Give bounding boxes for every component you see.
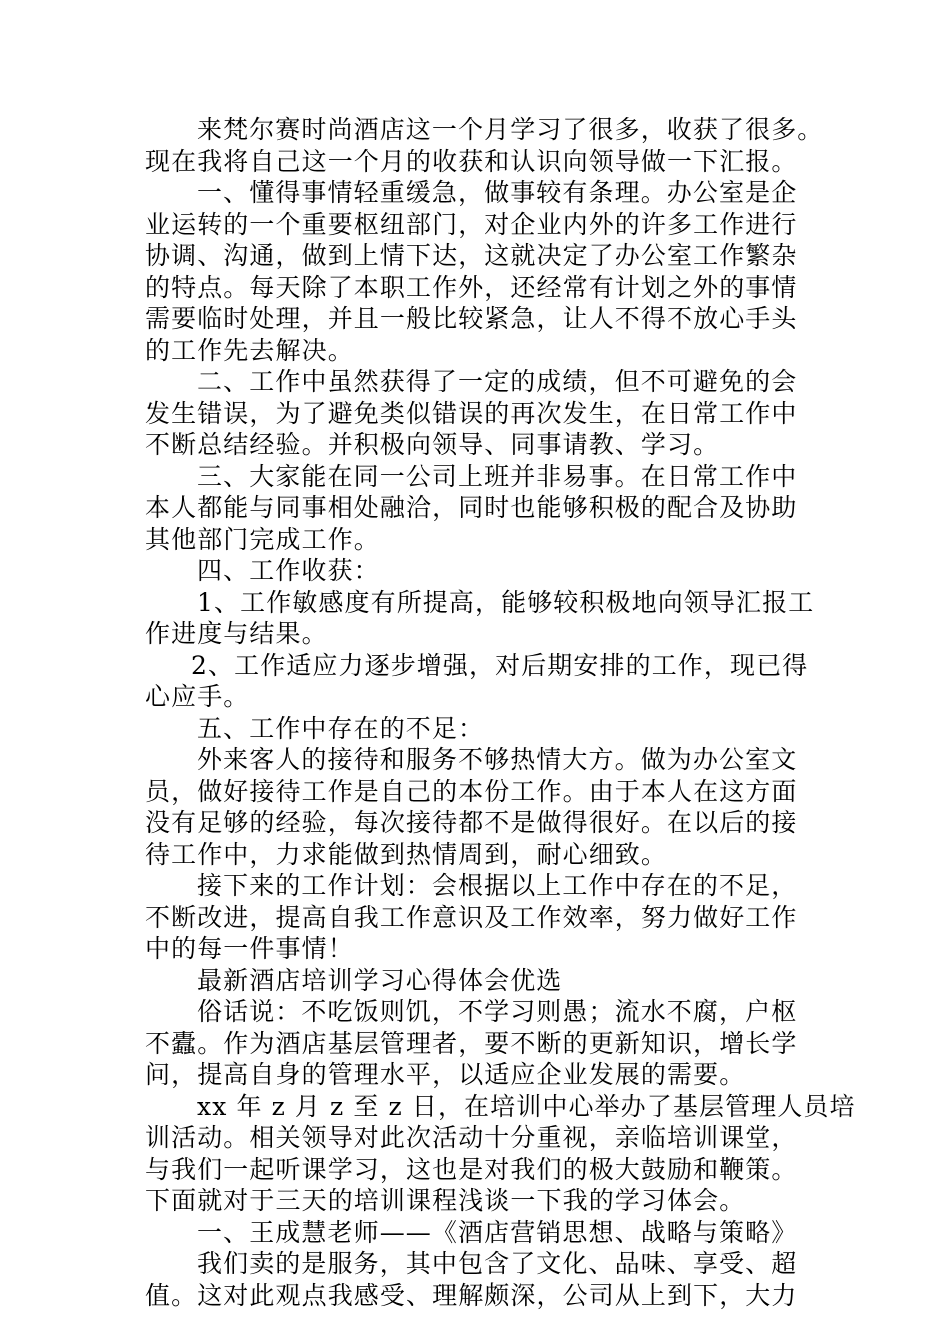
- text-line: 俗话说：不吃饭则饥，不学习则愚；流水不腐，户枢: [197, 997, 798, 1026]
- text-line: 不蠹。作为酒店基层管理者，要不断的更新知识，增长学: [145, 1028, 798, 1058]
- text-line: 与我们一起听课学习，这也是对我们的极大鼓励和鞭策。: [145, 1154, 798, 1184]
- text-line: 问，提高自身的管理水平，以适应企业发展的需要。: [145, 1060, 746, 1089]
- text-line: 外来客人的接待和服务不够热情大方。做为办公室文: [197, 745, 798, 774]
- text-line: 待工作中，力求能做到热情周到，耐心细致。: [145, 839, 668, 869]
- text-line: 2、工作适应力逐步增强，对后期安排的工作，现已得: [191, 650, 809, 680]
- text-line: 作进度与结果。: [145, 619, 328, 648]
- text-line: 下面就对于三天的培训课程浅谈一下我的学习体会。: [145, 1186, 746, 1215]
- text-line: 不断改进，提高自我工作意识及工作效率，努力做好工作: [145, 902, 798, 932]
- text-line: 二、工作中虽然获得了一定的成绩，但不可避免的会: [197, 367, 798, 396]
- text-line: 的特点。每天除了本职工作外，还经常有计划之外的事情: [145, 272, 798, 302]
- text-line: xx 年 z 月 z 至 z 日，在培训中心举办了基层管理人员培: [197, 1091, 856, 1121]
- text-line: 员，做好接待工作是自己的本份工作。由于本人在这方面: [145, 776, 798, 806]
- text-line: 心应手。: [145, 682, 250, 711]
- text-line: 的工作先去解决。: [145, 335, 354, 365]
- text-line: 需要临时处理，并且一般比较紧急，让人不得不放心手头: [145, 304, 798, 333]
- text-line: 业运转的一个重要枢纽部门，对企业内外的许多工作进行: [145, 209, 798, 239]
- text-line: 其他部门完成工作。: [145, 524, 380, 554]
- text-line: 1、工作敏感度有所提高，能够较积极地向领导汇报工: [197, 587, 815, 617]
- text-line: 协调、沟通，做到上情下达，这就决定了办公室工作繁杂: [145, 241, 798, 270]
- text-line: 五、工作中存在的不足：: [197, 713, 485, 743]
- text-line: 没有足够的经验，每次接待都不是做得很好。在以后的接: [145, 808, 798, 837]
- text-line: 三、大家能在同一公司上班并非易事。在日常工作中: [197, 461, 798, 491]
- section-heading: 最新酒店培训学习心得体会优选: [197, 965, 563, 995]
- text-line: 训活动。相关领导对此次活动十分重视，亲临培训课堂，: [145, 1123, 798, 1152]
- text-line: 来梵尔赛时尚酒店这一个月学习了很多，收获了很多。: [197, 115, 824, 144]
- text-line: 不断总结经验。并积极向领导、同事请教、学习。: [145, 430, 720, 459]
- text-line: 发生错误，为了避免类似错误的再次发生，在日常工作中: [145, 398, 798, 428]
- text-line: 接下来的工作计划：会根据以上工作中存在的不足，: [197, 871, 798, 900]
- text-line: 四、工作收获：: [197, 556, 380, 585]
- text-line: 值。这对此观点我感受、理解颇深，公司从上到下，大力: [145, 1280, 798, 1310]
- text-line: 中的每一件事情！: [145, 934, 354, 963]
- text-line: 一、懂得事情轻重缓急，做事较有条理。办公室是企: [197, 178, 798, 207]
- text-line: 本人都能与同事相处融洽，同时也能够积极的配合及协助: [145, 493, 798, 522]
- text-line: 现在我将自己这一个月的收获和认识向领导做一下汇报。: [145, 146, 798, 176]
- text-line: 我们卖的是服务，其中包含了文化、品味、享受、超: [197, 1249, 798, 1278]
- document-body: [145, 114, 856, 1311]
- text-line: 一、王成慧老师——《酒店营销思想、战略与策略》: [197, 1217, 798, 1247]
